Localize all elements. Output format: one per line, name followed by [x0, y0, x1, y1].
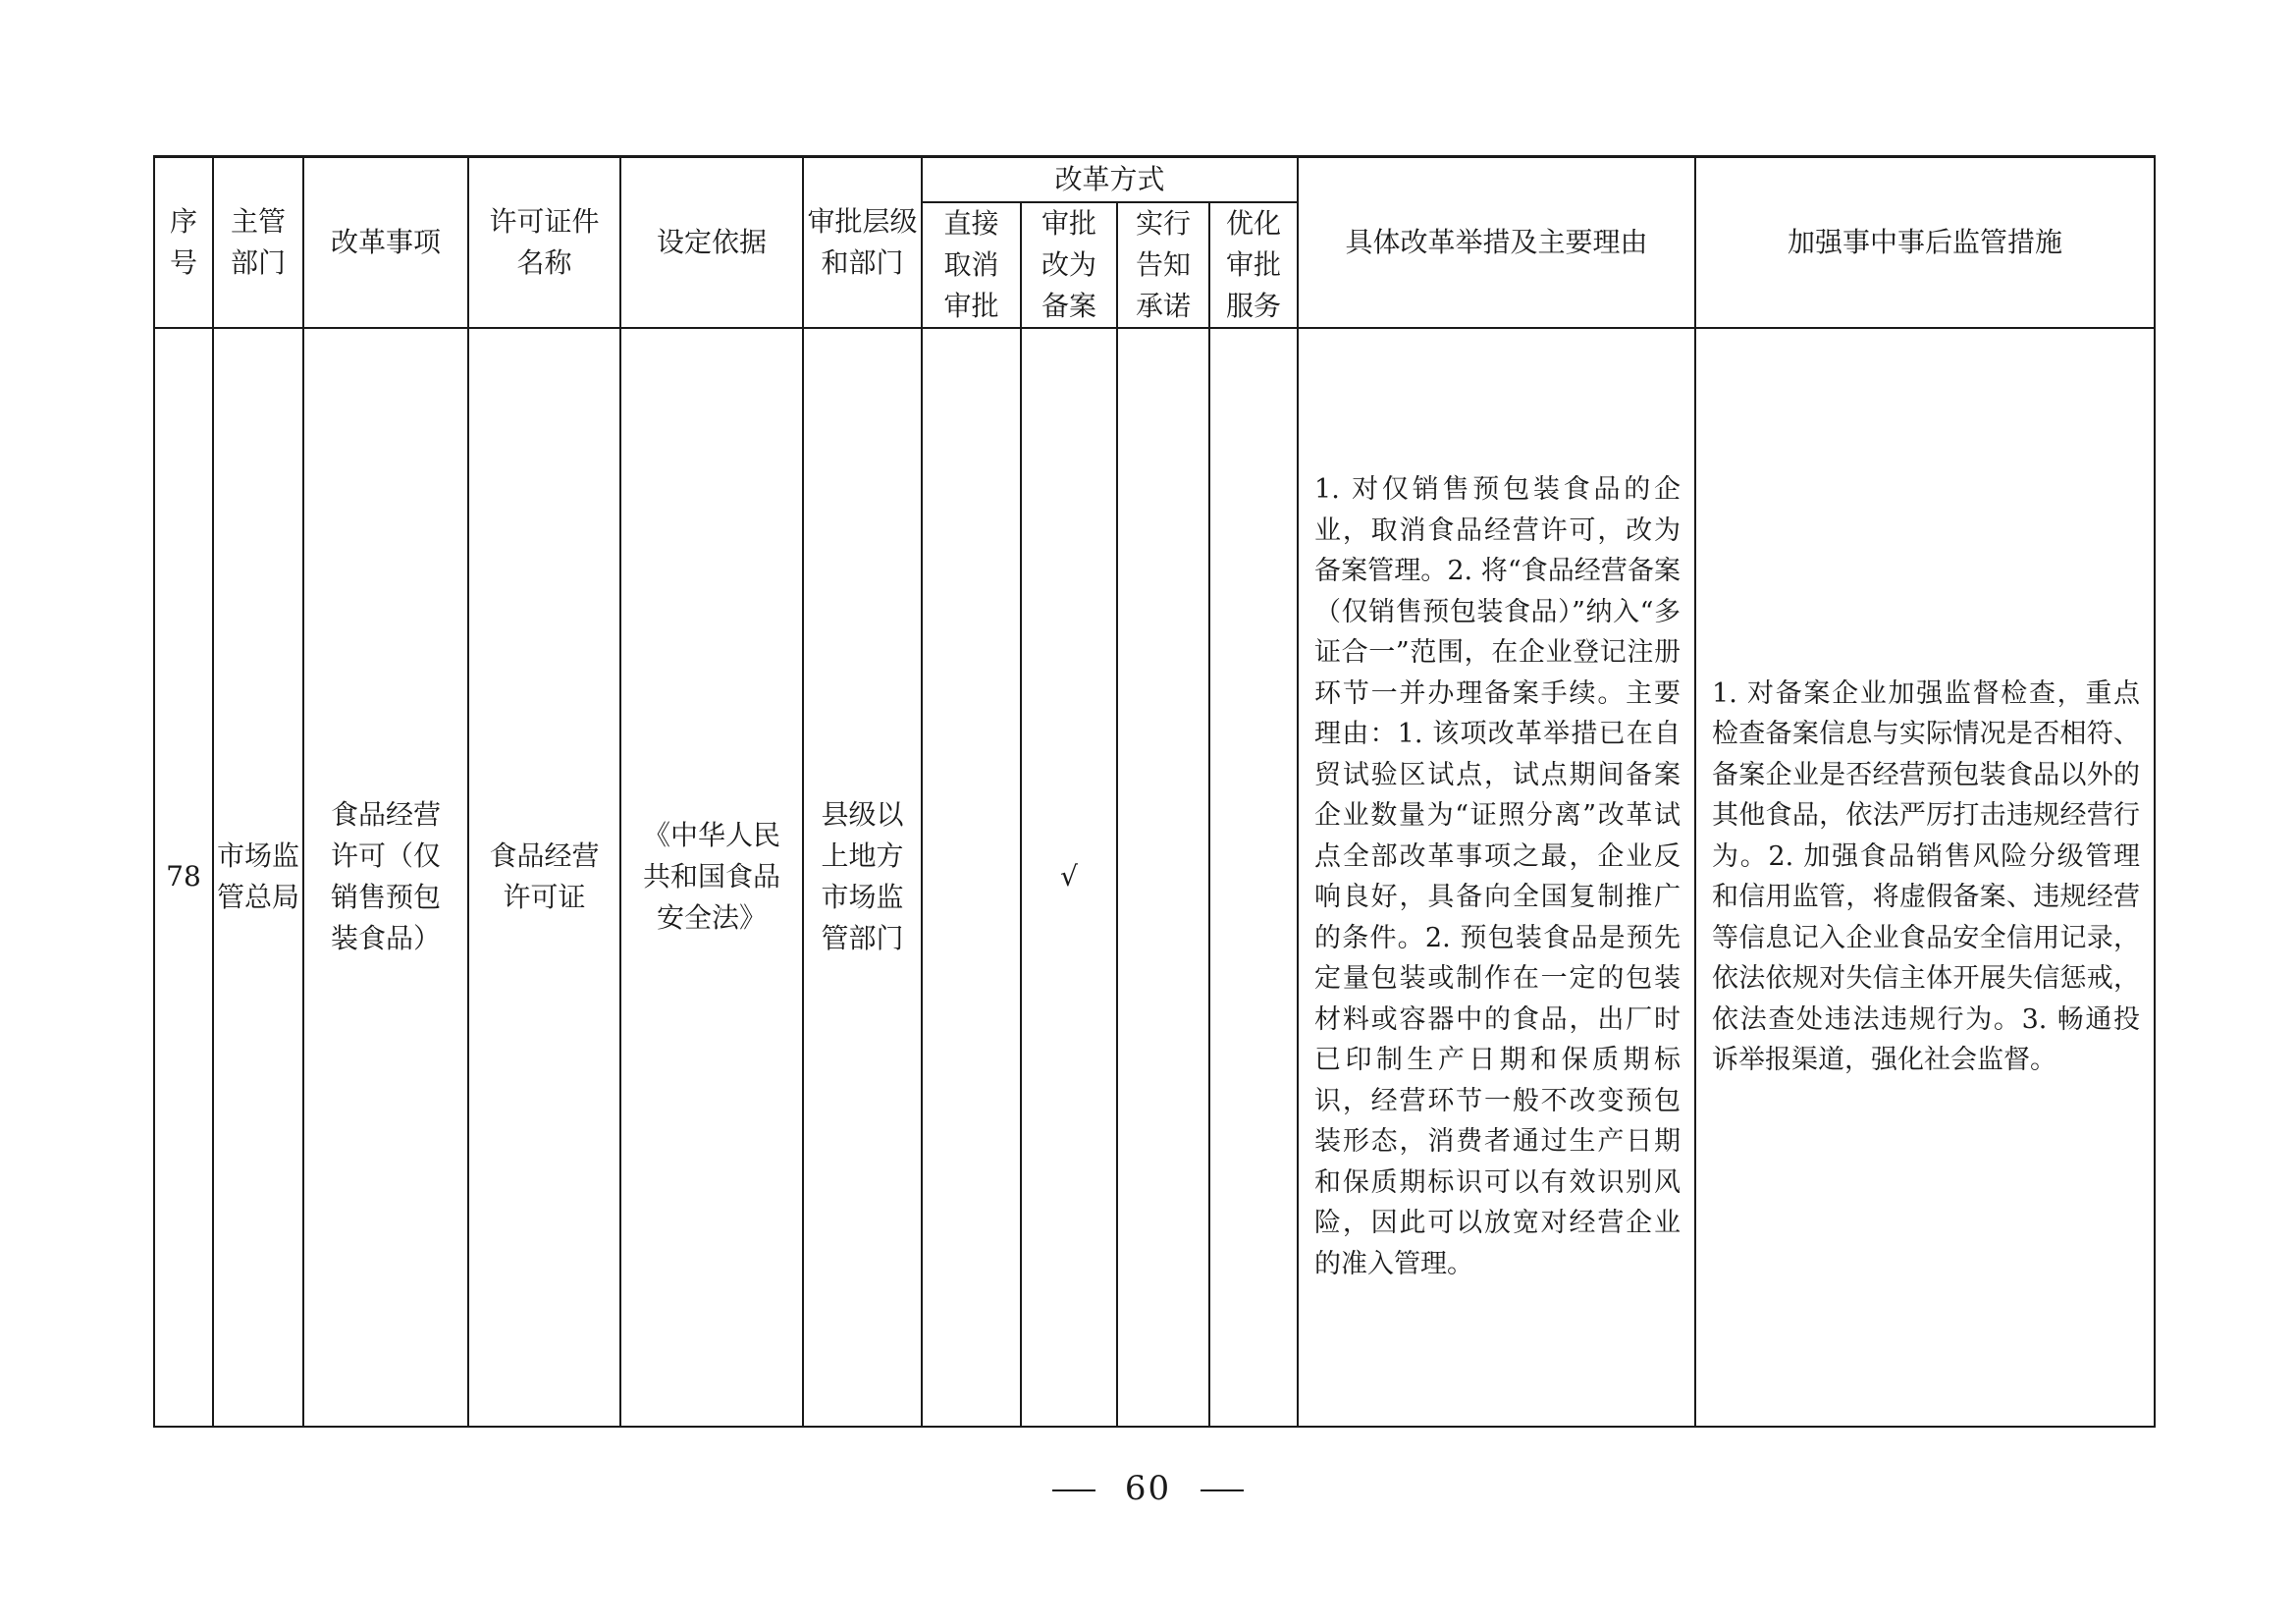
header-measures: 具体改革举措及主要理由	[1298, 157, 1695, 328]
cell-level: 县级以上地方市场监管部门	[803, 328, 922, 1428]
header-to-filing: 审批改为备案	[1021, 202, 1117, 328]
page-number: 60	[1124, 1469, 1172, 1508]
header-license: 许可证件名称	[468, 157, 620, 328]
cell-item: 食品经营许可（仅销售预包装食品）	[303, 328, 468, 1428]
cell-basis: 《中华人民共和国食品安全法》	[620, 328, 803, 1428]
header-notify-commit: 实行告知承诺	[1117, 202, 1209, 328]
reform-table	[153, 155, 2156, 1428]
table-row	[154, 328, 2155, 1428]
cell-supervision: 1. 对备案企业加强监督检查，重点检查备案信息与实际情况是否相符、备案企业是否经营预包装食品以外的其他食品，依法严厉打击违规经营行为。2. 加强食品销售风险分级管理和信用监管，将虚假备案、违规经营等信息记入企业食品安全信用记录，依法依规对失信主体开展失信惩戒，依法查处违法违规行为。3. 畅通投诉举报渠道，强化社会监督。	[1695, 328, 2155, 1428]
cell-notify-commit	[1117, 328, 1209, 1428]
header-row-1	[154, 157, 2155, 202]
header-supervision: 加强事中事后监管措施	[1695, 157, 2155, 328]
cell-optimize-service	[1209, 328, 1298, 1428]
page-footer	[0, 1469, 2296, 1508]
header-seq: 序号	[154, 157, 213, 328]
cell-seq: 78	[154, 328, 213, 1428]
check-mark: √	[1060, 860, 1078, 893]
header-level: 审批层级和部门	[803, 157, 922, 328]
cell-dept: 市场监管总局	[213, 328, 303, 1428]
cell-license: 食品经营许可证	[468, 328, 620, 1428]
cell-measures: 1. 对仅销售预包装食品的企业，取消食品经营许可，改为备案管理。2. 将“食品经营备案（仅销售预包装食品）”纳入“多证合一”范围，在企业登记注册环节一并办理备案手续。主要理由：1. 该项改革举措已在自贸试验区试点，试点期间备案企业数量为“证照分离”改革试点全部改革事项之最，企业反响良好，具备向全国复制推广的条件。2. 预包装食品是预先定量包装或制作在一定的包装材料或容器中的食品，出厂时已印制生产日期和保质期标识，经营环节一般不改变预包装形态，消费者通过生产日期和保质期标识可以有效识别风险，因此可以放宽对经营企业的准入管理。	[1298, 328, 1695, 1428]
header-basis: 设定依据	[620, 157, 803, 328]
cell-direct-cancel	[922, 328, 1021, 1428]
header-dept: 主管部门	[213, 157, 303, 328]
header-item: 改革事项	[303, 157, 468, 328]
header-direct-cancel: 直接取消审批	[922, 202, 1021, 328]
header-reform-group: 改革方式	[922, 157, 1298, 202]
footer-dash-left	[1052, 1489, 1095, 1491]
footer-dash-right	[1201, 1489, 1244, 1491]
cell-to-filing	[1021, 328, 1117, 1428]
header-optimize-service: 优化审批服务	[1209, 202, 1298, 328]
